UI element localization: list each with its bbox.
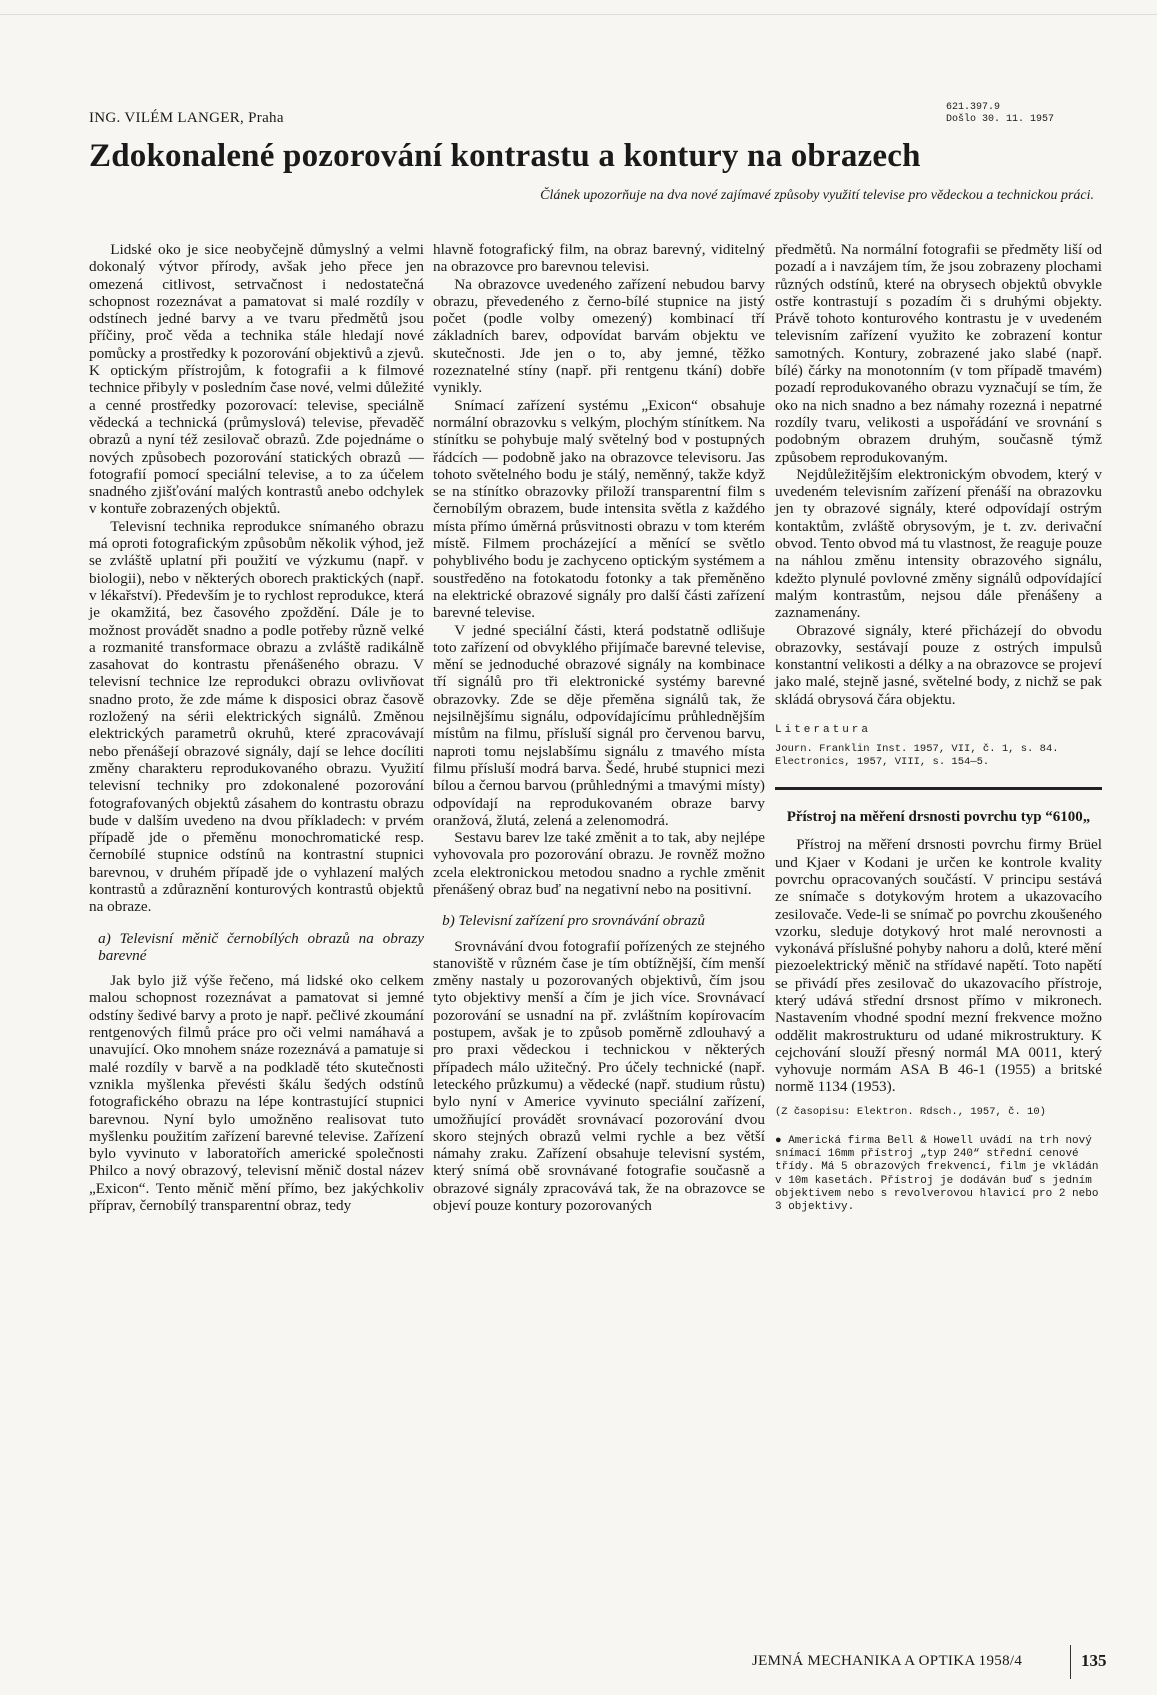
received-date: Došlo 30. 11. 1957	[946, 114, 1055, 125]
paragraph: Snímací zařízení systému „Exicon“ obsahuje normální obrazovku s velkým, plochým stínítkem. Na stínítku se pohybuje malý světelný bod v postupných řádcích — podobně jako na obrazovce televisoru. Jas tohoto světelného bodu je stálý, neměnný, takže když se na stínítko obrazovky přiloží transparentní film s černobílým obrazem, bude intensita světla z každého místa přímo úměrná průsvitnosti obrazu v tom kterém místě. Filmem procházející a měnící se světlo pohyblivého bodu je zachyceno optickým systémem a soustředěno na fotokatodu fotonky a tak přeměněno na elektrické obrazové signály pro další části zařízení barevné televise.	[433, 396, 765, 622]
article-title: Zdokonalené pozorování kontrastu a kontury na obrazech	[89, 138, 921, 174]
paragraph: Jak bylo již výše řečeno, má lidské oko celkem malou schopnost rozeznávat a pamatovat si jemné odstíny šedivé barvy a proto je např. pečlivé zkoumání rentgenových filmů práce pro oči velmi namáhavá a unavující. Oko mnohem snáze rozeznává a pamatuje si malé rozdíly v barvě a na podkladě této skutečnosti vznikla myšlenka převésti škálu šedých odstínů fotografického obrazu na lépe kontrastující stupnici barevnou. Nyní bylo umožněno realisovat tuto myšlenku použitím zařízení barevné televise. Zařízení bylo vyvinuto v laboratořích americké společnosti Philco a nový obrazový, televisní měnič dostal název „Exicon“. Tento měnič mění přímo, bez jakýchkoliv příprav, černobílý transparentní obraz, tedy	[89, 972, 424, 1215]
paragraph: Nejdůležitějším elektronickým obvodem, který v uvedeném televisním zařízení přenáší na obrazovku jen ty obrazové signály, které odpovídají ostrým kontaktům, zvláště obrysovým, je t. zv. derivační obvod. Tento obvod má tu vlastnost, že reaguje pouze na náhlou změnu intensity obrazového signálu, kdežto plynulé povlovné změny signálů odpovídající malým kontrastům, nejsou dále přenášeny a zaznamenány.	[775, 465, 1102, 622]
paragraph: Srovnávání dvou fotografií pořízených ze stejného stanoviště v různém čase je tím obtížnější, čím menší změny nastaly u pozorovaných objektivů, čím jsou tyto objektivy menší a čím je jich více. Srovnávací pozorování se usnadní na př. zvláštním kopírovacím postupem, avšak je to způsob poměrně zdlouhavý a pro praxi vědeckou i technickou v některých případech málo užitečný. Pro účely technické (např. leteckého průzkumu) a vědecké (např. studium růstu) bylo nyní v Americe vyvinuto speciální zařízení, umožňující provádět srovnávací pozorování dvou skoro stejných obrazů velmi rychle a bez větší námahy zraku. Zařízení obsahuje televisní systém, který snímá obě srovnávané fotografie současně a obrazové signály zpracovává tak, že na obrazovce se objeví pouze kontury pozorovaných	[433, 937, 765, 1215]
page-number: 135	[1081, 1651, 1107, 1670]
paragraph: hlavně fotografický film, na obraz barevný, viditelný na obrazovce pro barevnou televisi.	[433, 241, 765, 276]
section-divider	[775, 787, 1102, 790]
section-heading-b: b) Televisní zařízení pro srovnávání obrazů	[442, 912, 705, 930]
paragraph: V jedné speciální části, která podstatně odlišuje toto zařízení od obvyklého přijímače barevné televise, mění se jednoduché obrazové signály na kombinace tří signálů pro tři elektronické systémy barevné obrazovky. Zde se děje přeměna signálů tak, že nejsilnějšímu signálu, odpovídajícímu průhlednějším místům na filmu, přísluší signál pro červenou barvu, naproti tomu nejslabšímu signálu z tmavého místa filmu přísluší modrá barva. Šedé, hrubé stupnici mezi bílou a černou barvou (průhlednými a tmavými místy) odpovídají na reprodukovaném obraze barvy oranžová, žlutá, zelená a zelenomodrá.	[433, 621, 765, 829]
paragraph: Lidské oko je sice neobyčejně důmyslný a velmi dokonalý výtvor přírody, avšak jeho přece jen omezená citlivost, setrvačnost i nedostatečná schopnost rozeznávat a pamatovat si malé rozdíly v odstínech jedné barvy a ve tvaru předmětů jsou příčiny, proč věda a technika stále hledají nové pomůcky a prostředky k pozorování objektivů a zjevů. K optickým přístrojům, k fotografii a k filmové technice přibyly v posledním čase nové, velmi důležité a cenné prostředky pozorovací: televise, speciálně vědecká a technická (průmyslová) televise, převaděč obrazů a nyní též zesilovač obrazů. Zde pojednáme o nových způsobech pozorování statických obrazů — fotografií pomocí speciální televise, a to za účelem snadného zjišťování malých kontrastů anebo odchylek v kontuře zobrazených objektů.	[89, 241, 424, 518]
journal-footer: JEMNÁ MECHANIKA A OPTIKA 1958/4	[752, 1653, 1023, 1669]
sidebar-article-paragraph: Přístroj na měření drsnosti povrchu firmy Brüel und Kjaer v Kodani je určen ke kontrole kvality povrchu opracovaných součástí. V principu sestává ze snímače s dotykovým hrotem a ukazovacího zesilovače. Vede-li se snímač po povrchu zkoušeného vzorku, sleduje dotykový hrot malé nerovnosti a vykonává příslušné pohyby nahoru a dolů, které mění piezoelektrický měnič na střídavé napětí. Toto napětí se přivádí přes zesilovač do ukazovacího přístroje, který udává střední drsnost přímo v mikronech. Nastavením vhodné spodní mezní frekvence možno oddělit makrostrukturu od udané mikrostruktury. K cejchování slouží přesný normál MA 0011, který vyhovuje normám ASA B 46-1 (1955) a britské normě 1134 (1953).	[775, 836, 1102, 1096]
udc-block	[946, 102, 1054, 126]
sidebar-article-title: Přístroj na měření drsnosti povrchu typ “6100„	[786, 809, 1091, 826]
literature-heading: Literatura	[775, 724, 872, 737]
sidebar-article-source: (Z časopisu: Elektron. Rdsch., 1957, č. 10)	[775, 1105, 1046, 1118]
column-2	[433, 241, 765, 1214]
news-note: ● Americká firma Bell & Howell uvádí na trh nový snímací 16mm přístroj „typ 240“ střední cenové třídy. Má 5 obrazových frekvencí, film je vkládán v 10m kasetách. Přístroj je dodáván buď s jedním objektivem nebo s revolverovou hlavicí pro 2 nebo 3 objektivy.	[775, 1134, 1099, 1214]
column-3	[775, 241, 1102, 1215]
paragraph: Na obrazovce uvedeného zařízení nebudou barvy obrazu, převedeného z černo-bílé stupnice na jistý počet (podle volby omezený) kombinací tří základních barev, odpovídat barvám objektu ve skutečnosti. Jde jen o to, aby jemné, těžko rozeznatelné stíny (např. při rentgenu tkání) dobře vynikly.	[433, 275, 765, 397]
article-subtitle: Článek upozorňuje na dva nové zajímavé způsoby využití televise pro vědeckou a technickou práci.	[540, 188, 1094, 203]
paragraph: Sestavu barev lze také změnit a to tak, aby nejlépe vyhovovala pro pozorování obrazu. Je rovněž možno zcela elektronickou metodou snadno a rychle změnit přenášený obraz buď na negativní nebo na positivní.	[433, 829, 765, 898]
paragraph: Obrazové signály, které přicházejí do obvodu obrazovky, sestávají pouze z ostrých impulsů konstantní velikosti a délky a na obrazovce se projeví jako malé, stejně jasné, světelné body, z nichž se pak skládá obrysová čára objektu.	[775, 621, 1102, 708]
footer-separator	[1070, 1645, 1071, 1679]
literature-item: Journ. Franklin Inst. 1957, VII, č. 1, s. 84.	[775, 743, 1059, 756]
top-edge-rule	[0, 14, 1157, 15]
literature-item: Electronics, 1957, VIII, s. 154—5.	[775, 756, 990, 769]
paragraph: předmětů. Na normální fotografii se předměty liší od pozadí a i navzájem tím, že jsou zobrazeny plochami různých odstínů, které na obrysech objektů obvykle ostře kontrastují s pozadím či s druhými objekty. Právě tohoto konturového kontrastu je v uvedeném televisním zařízení využito ke zobrazení kontur samotných. Kontury, zobrazené jako slabé (např. bílé) čárky na monotonním (v tom případě tmavém) pozadí reprodukovaného obrazu vyznačují se tím, že oko na nich snadno a bez námahy rozezná i nepatrné rozdíly tvaru, velikosti a uspořádání ve srovnání s podobným obrazem druhým, současně týmž způsobem reprodukovaným.	[775, 241, 1102, 466]
udc-code: 621.397.9	[946, 102, 1001, 113]
column-1	[89, 241, 424, 1214]
paragraph: Televisní technika reprodukce snímaného obrazu má oproti fotografickým způsobům několik výhod, jež se zvláště uplatní při použití ve výzkumu (např. v biologii), nebo v některých oborech praktických (např. v lékařství). Především je to rychlost reprodukce, která je okamžitá, bez časového zpoždění. Dále je to možnost provádět snadno a podle potřeby různě velké a rozmanité transformace obrazu a zvláště radikálně zasahovat do kontrastu přenášeného obrazu. V televisní technice lze reprodukci obrazu ovlivňovat snadno proto, že zde máme k disposici obraz časově rozložený na sérii elektrických signálů. Změnou elektrických parametrů okruhů, které zpracovávají nebo přenášejí obrazové signály, dají se lehce docíliti změny charakteru reprodukovaného obrazu. Využití televisní techniky pro zdokonalené pozorování fotografovaných objektů zásahem do kontrastu obrazu bude v dalším uvedeno na dvou příkladech: v prvém případě jde o přeměnu monochromatické resp. černobílé stupnice odstínů na kontrastní stupnici barevnou, v druhém případě jde o vyhlazení malých kontrastů a zdůraznění konturových kontrastů objektů na obraze.	[89, 517, 424, 916]
section-heading-a: a) Televisní měnič černobílých obrazů na obrazy barevné	[98, 929, 424, 964]
author-line: ING. VILÉM LANGER, Praha	[89, 110, 284, 126]
